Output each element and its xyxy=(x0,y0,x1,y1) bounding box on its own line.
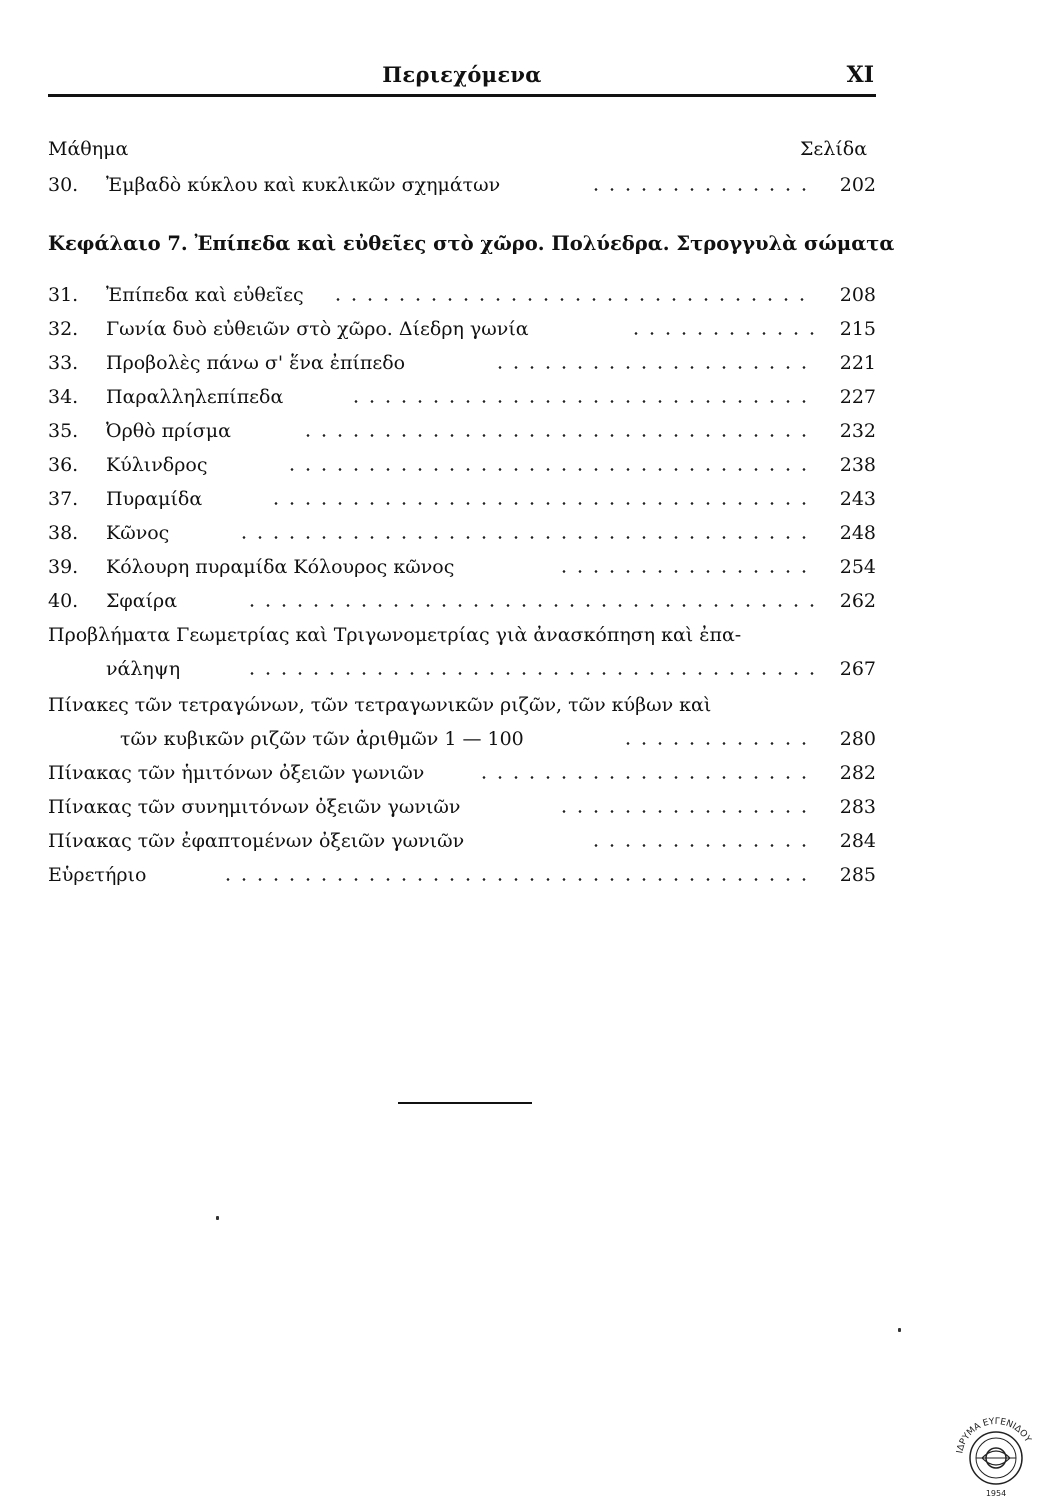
running-title: Περιεχόμενα xyxy=(382,62,542,87)
entry-title: Πίνακας τῶν συνημιτόνων ὀξειῶν γωνιῶν xyxy=(48,796,461,818)
entry-number: 30. xyxy=(48,174,79,196)
entry-number: 40. xyxy=(48,590,79,612)
dot-leader xyxy=(556,794,816,820)
entry-title: τῶν κυβικῶν ριζῶν τῶν ἀριθμῶν 1 — 100 xyxy=(120,728,524,750)
entry-title: Ἐμβαδὸ κύκλου καὶ κυκλικῶν σχημάτων xyxy=(106,174,501,196)
entry-page: 238 xyxy=(839,454,876,476)
column-heading-page: Σελίδα xyxy=(800,138,868,160)
entry-number: 31. xyxy=(48,284,79,306)
dot-leader xyxy=(588,828,816,854)
dot-leader xyxy=(492,350,816,376)
print-speck xyxy=(898,1328,901,1332)
entry-title: Παραλληλεπίπεδα xyxy=(106,386,284,408)
entry-title: Κύλινδρος xyxy=(106,454,208,476)
entry-page: 280 xyxy=(839,728,876,750)
entry-title: Ὀρθὸ πρίσμα xyxy=(106,420,231,442)
closing-rule xyxy=(398,1102,532,1104)
entry-title: Ἐπίπεδα καὶ εὐθεῖες xyxy=(106,284,304,306)
dot-leader xyxy=(244,588,816,614)
page-number: XI xyxy=(846,62,874,88)
entry-page: 283 xyxy=(839,796,876,818)
toc-entry xyxy=(48,172,876,198)
entry-title: Προβολὲς πάνω σ' ἕνα ἐπίπεδο xyxy=(106,352,406,374)
dot-leader xyxy=(284,452,816,478)
entry-number: 36. xyxy=(48,454,79,476)
dot-leader xyxy=(348,384,816,410)
toc-entry xyxy=(48,486,876,512)
dot-leader xyxy=(556,554,816,580)
dot-leader xyxy=(236,520,816,546)
entry-number: 32. xyxy=(48,318,79,340)
column-heading-lesson: Μάθημα xyxy=(48,138,129,160)
entry-number: 39. xyxy=(48,556,79,578)
problems-line-1: Προβλήματα Γεωμετρίας καὶ Τριγωνομετρίας γιὰ ἀνασκόπηση καὶ ἐπα- xyxy=(48,624,742,646)
dot-leader xyxy=(620,726,816,752)
running-head xyxy=(48,62,876,97)
entry-page: 282 xyxy=(839,762,876,784)
entry-title: Πίνακας τῶν ἡμιτόνων ὀξειῶν γωνιῶν xyxy=(48,762,425,784)
dot-leader xyxy=(476,760,816,786)
entry-page: 232 xyxy=(839,420,876,442)
dot-leader xyxy=(300,418,816,444)
entry-page: 243 xyxy=(839,488,876,510)
entry-page: 215 xyxy=(839,318,876,340)
entry-title: Σφαίρα xyxy=(106,590,178,612)
dot-leader xyxy=(220,862,816,888)
toc-entry xyxy=(48,418,876,444)
entry-title: Πυραμίδα xyxy=(106,488,203,510)
dot-leader xyxy=(268,486,816,512)
chapter-heading: Κεφάλαιο 7. Ἐπίπεδα καὶ εὐθεῖες στὸ χῶρο. Πολύεδρα. Στρογγυλὰ σώματα xyxy=(48,232,895,255)
toc-entry xyxy=(48,384,876,410)
toc-entry-sines xyxy=(48,760,876,786)
entry-number: 38. xyxy=(48,522,79,544)
entry-number: 37. xyxy=(48,488,79,510)
toc-entry xyxy=(48,588,876,614)
entry-title: Πίνακας τῶν ἐφαπτομένων ὀξειῶν γωνιῶν xyxy=(48,830,465,852)
toc-entry-index xyxy=(48,862,876,888)
toc-entry xyxy=(48,452,876,478)
entry-page: 227 xyxy=(839,386,876,408)
seal-text: ΙΔΡΥΜΑ ΕΥΓΕΝΙΔΟΥ xyxy=(955,1416,1033,1455)
entry-title: Εὑρετήριο xyxy=(48,864,147,886)
tables-line-1: Πίνακες τῶν τετραγώνων, τῶν τετραγωνικῶν ριζῶν, τῶν κύβων καὶ xyxy=(48,694,712,716)
entry-page: 248 xyxy=(839,522,876,544)
toc-entry-cosines xyxy=(48,794,876,820)
dot-leader xyxy=(628,316,816,342)
toc-entry xyxy=(48,554,876,580)
toc-entry xyxy=(48,520,876,546)
entry-page: 285 xyxy=(839,864,876,886)
toc-entry-tables xyxy=(48,726,876,752)
entry-page: 262 xyxy=(839,590,876,612)
foundation-seal-icon xyxy=(952,1414,1040,1502)
print-speck xyxy=(216,1216,219,1220)
dot-leader xyxy=(588,172,816,198)
toc-entry-problems xyxy=(48,656,876,682)
toc-entry-tangents xyxy=(48,828,876,854)
dot-leader xyxy=(330,282,816,308)
seal-year: 1954 xyxy=(985,1489,1007,1498)
entry-page: 267 xyxy=(839,658,876,680)
entry-title: Κῶνος xyxy=(106,522,170,544)
entry-title: Κόλουρη πυραμίδα Κόλουρος κῶνος xyxy=(106,556,455,578)
entry-number: 34. xyxy=(48,386,79,408)
entry-page: 208 xyxy=(839,284,876,306)
entry-page: 221 xyxy=(839,352,876,374)
toc-entry xyxy=(48,350,876,376)
entry-number: 33. xyxy=(48,352,79,374)
entry-number: 35. xyxy=(48,420,79,442)
entry-page: 202 xyxy=(839,174,876,196)
entry-title: Γωνία δυὸ εὐθειῶν στὸ χῶρο. Δίεδρη γωνία xyxy=(106,318,529,340)
entry-page: 284 xyxy=(839,830,876,852)
toc-entry xyxy=(48,282,876,308)
dot-leader xyxy=(244,656,816,682)
toc-entry xyxy=(48,316,876,342)
entry-page: 254 xyxy=(839,556,876,578)
entry-title: νάληψη xyxy=(106,658,181,680)
